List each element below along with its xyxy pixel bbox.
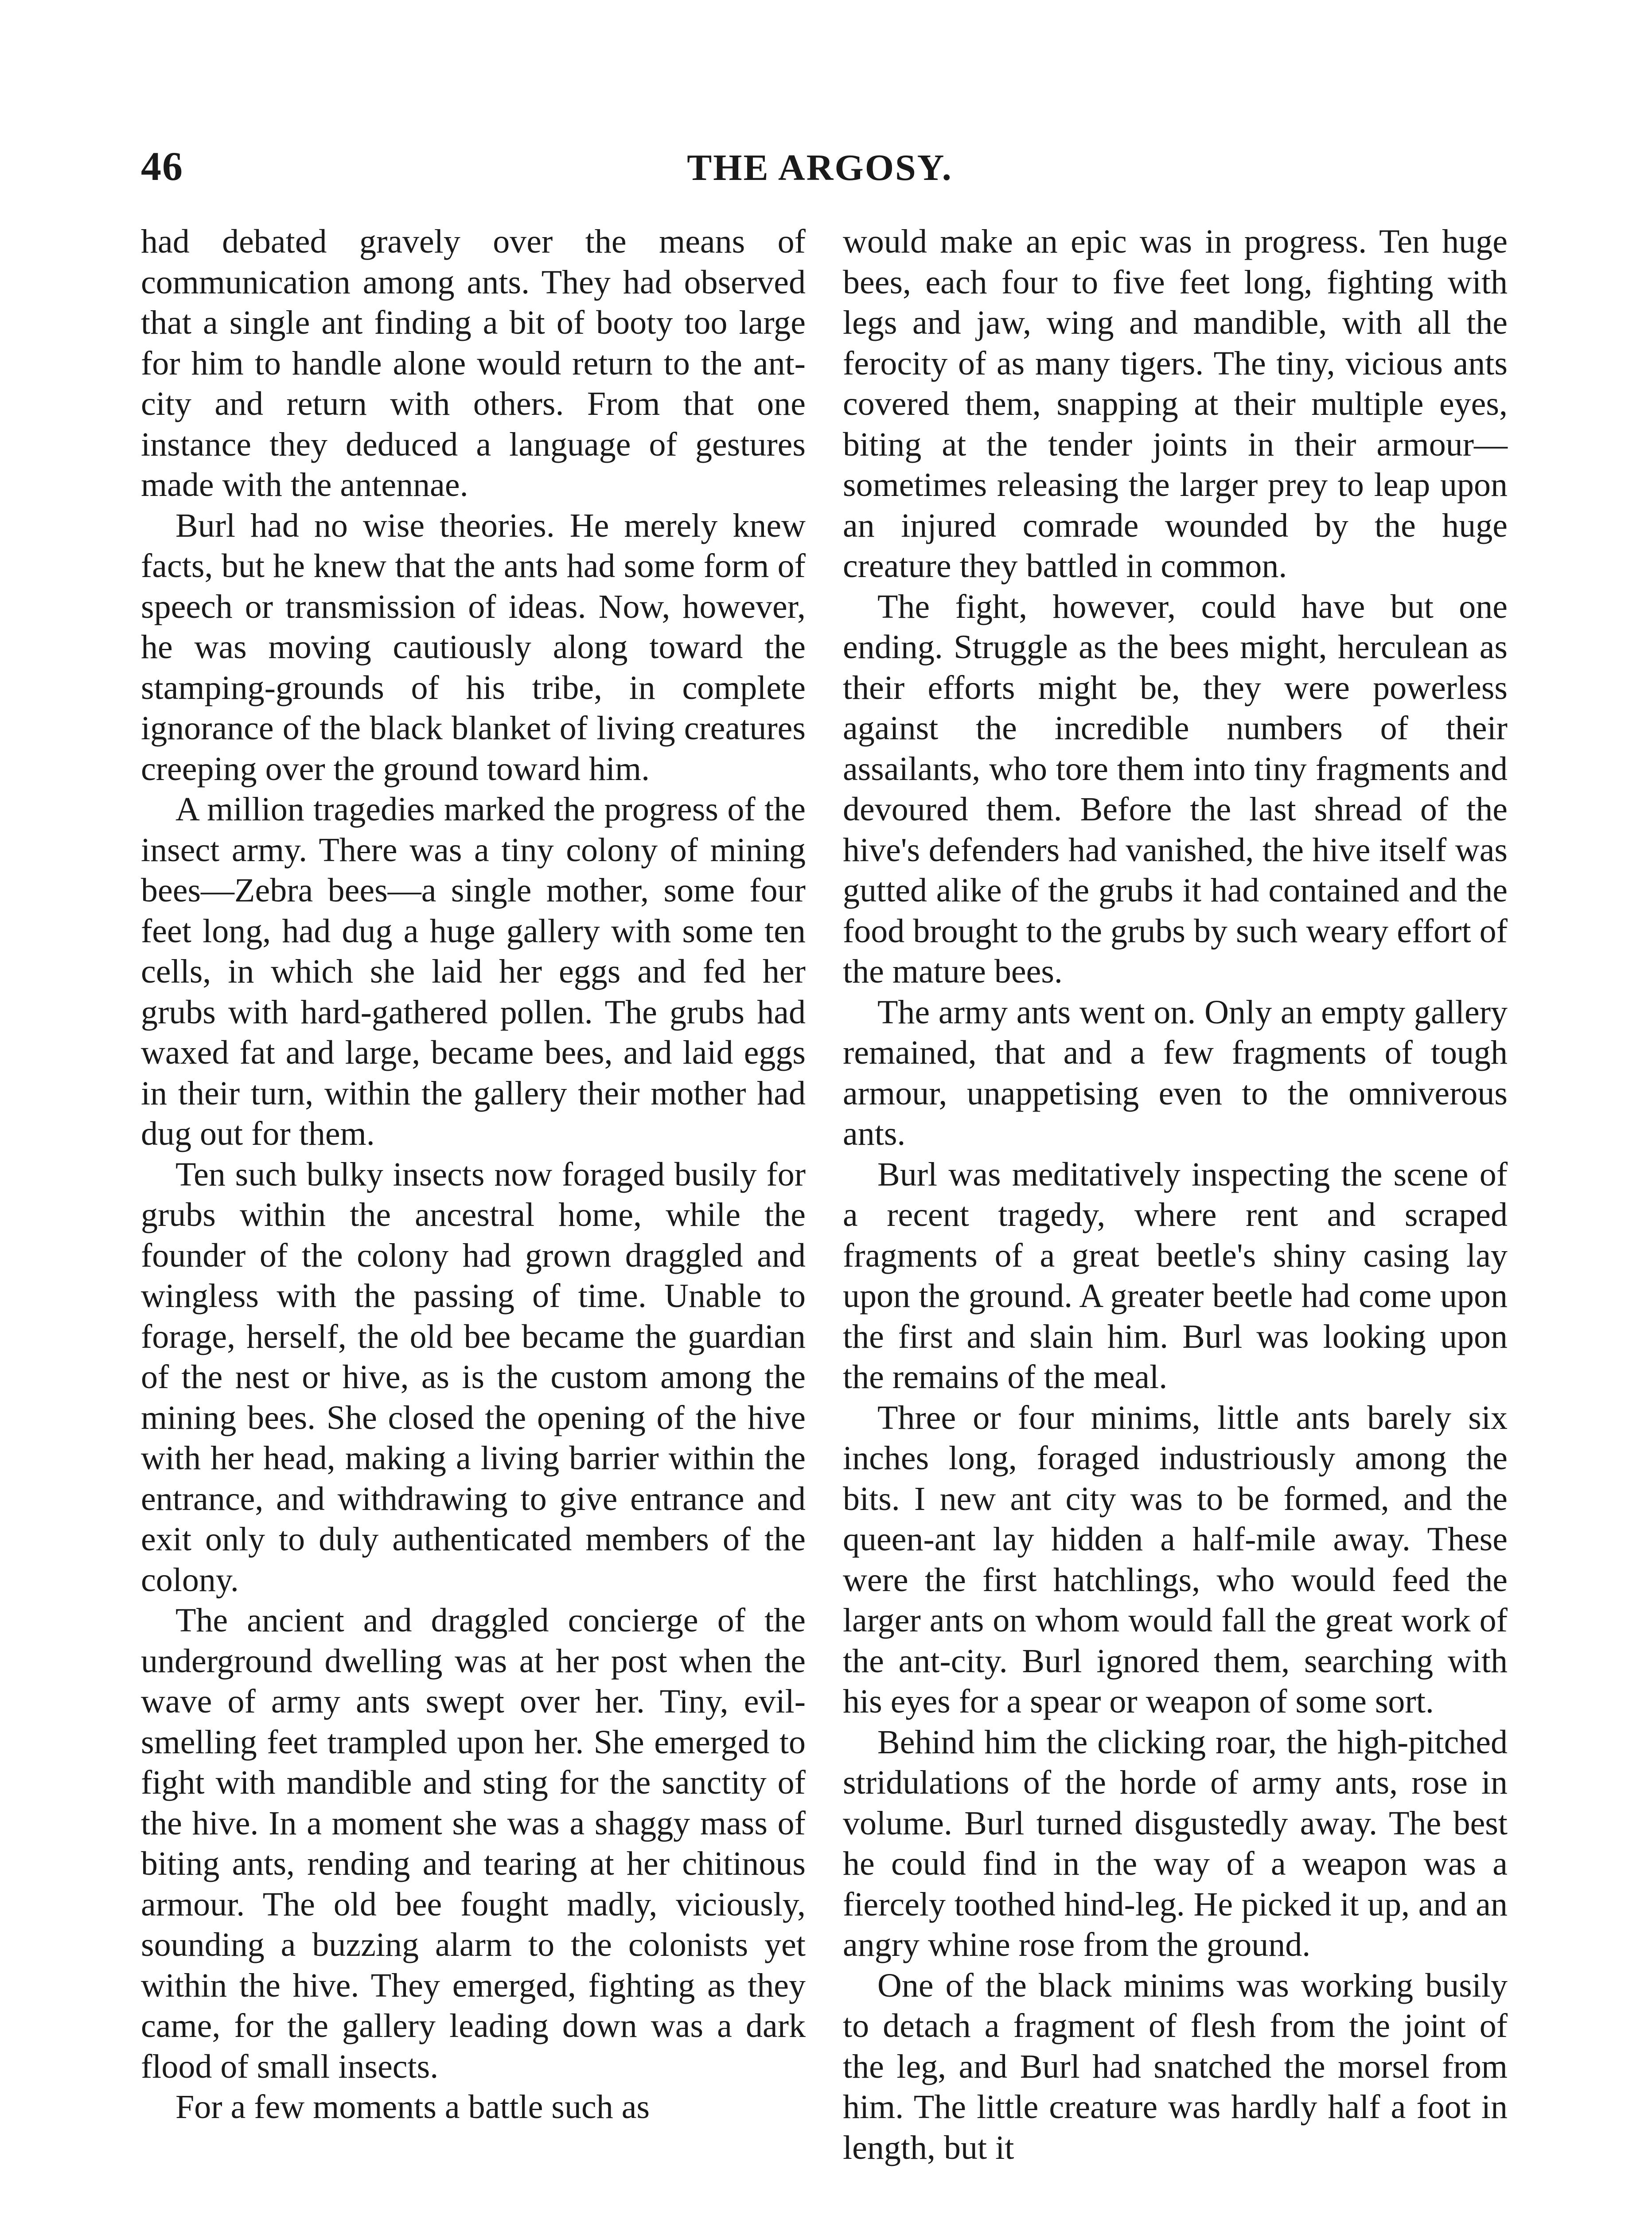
page-number: 46 xyxy=(141,144,183,189)
paragraph: Ten such bulky insects now foraged busily for grubs within the ancestral home, while the founder of the colony had grown draggled and wingless with the passing of time. Unable to forage, herself, the old bee became the guardian of the nest or hive, as is the custom among the mining bees. She closed the opening of the hive with her head, making a living barrier within the entrance, and withdrawing to give entrance and exit only to duly authenticated members of the colony. xyxy=(141,1155,806,1599)
paragraph: For a few moments a battle such as xyxy=(175,2088,650,2126)
paragraph: Burl was meditatively inspecting the scene of a recent tragedy, where rent and scraped fragments of a great beetle's shiny casing lay upon the ground. A greater beetle had come upon the first and slain him. Burl was looking upon the remains of the meal. xyxy=(843,1155,1508,1396)
paragraph: had debated gravely over the means of communication among ants. They had observed that a single ant finding a bit of booty too large for him to handle alone would return to the ant-city and return with others. From that one instance they deduced a language of gestures made with the antennae. xyxy=(141,223,806,503)
left-column xyxy=(141,222,806,2128)
paragraph: Three or four minims, little ants barely six inches long, foraged industriously among the bits. I new ant city was to be formed, and the queen-ant lay hidden a half-mile away. These were the first hatchlings, who would feed the larger ants on whom would fall the great work of the ant-city. Burl ignored them, searching with his eyes for a spear or weapon of some sort. xyxy=(843,1399,1508,1720)
paragraph: One of the black minims was working busily to detach a fragment of flesh from the joint of the leg, and Burl had snatched the morsel from him. The little creature was hardly half a foot in length, but it xyxy=(843,1966,1508,2166)
right-column xyxy=(843,222,1508,2168)
paragraph: Burl had no wise theories. He merely knew facts, but he knew that the ants had some form of speech or transmission of ideas. Now, however, he was moving cautiously along toward the stamping-grounds of his tribe, in complete ignorance of the black blanket of living creatures creeping over the ground toward him. xyxy=(141,507,806,788)
paragraph: A million tragedies marked the progress of the insect army. There was a tiny colony of mining bees—Zebra bees—a single mother, some four feet long, had dug a huge gallery with some ten cells, in which she laid her eggs and fed her grubs with hard-gathered pollen. The grubs had waxed fat and large, became bees, and laid eggs in their turn, within the gallery their mother had dug out for them. xyxy=(141,791,806,1152)
paragraph: The fight, however, could have but one ending. Struggle as the bees might, herculean as their efforts might be, they were powerless against the incredible numbers of their assailants, who tore them into tiny fragments and devoured them. Before the last shread of the hive's defenders had vanished, the hive itself was gutted alike of the grubs it had contained and the food brought to the grubs by such weary effort of the mature bees. xyxy=(843,588,1508,990)
paragraph: would make an epic was in progress. Ten huge bees, each four to five feet long, fighting with legs and jaw, wing and mandible, with all the ferocity of as many tigers. The tiny, vicious ants covered them, snapping at their multiple eyes, biting at the tender joints in their armour—sometimes releasing the larger prey to leap upon an injured comrade wounded by the huge creature they battled in common. xyxy=(843,223,1508,585)
paragraph: Behind him the clicking roar, the high-pitched stridulations of the horde of army ants, rose in volume. Burl turned disgustedly away. The best he could find in the way of a weapon was a fiercely toothed hind-leg. He picked it up, and an angry whine rose from the ground. xyxy=(843,1723,1508,1963)
running-head: THE ARGOSY. xyxy=(687,147,953,188)
paragraph: The army ants went on. Only an empty gallery remained, that and a few fragments of tough armour, unappetising even to the omniverous ants. xyxy=(843,993,1508,1152)
paragraph: The ancient and draggled concierge of the underground dwelling was at her post when the wave of army ants swept over her. Tiny, evil-smelling feet trampled upon her. She emerged to fight with mandible and sting for the sanctity of the hive. In a moment she was a shaggy mass of biting ants, rending and tearing at her chitinous armour. The old bee fought madly, viciously, sounding a buzzing alarm to the colonists yet within the hive. They emerged, fighting as they came, for the gallery leading down was a dark flood of small insects. xyxy=(141,1602,806,2085)
